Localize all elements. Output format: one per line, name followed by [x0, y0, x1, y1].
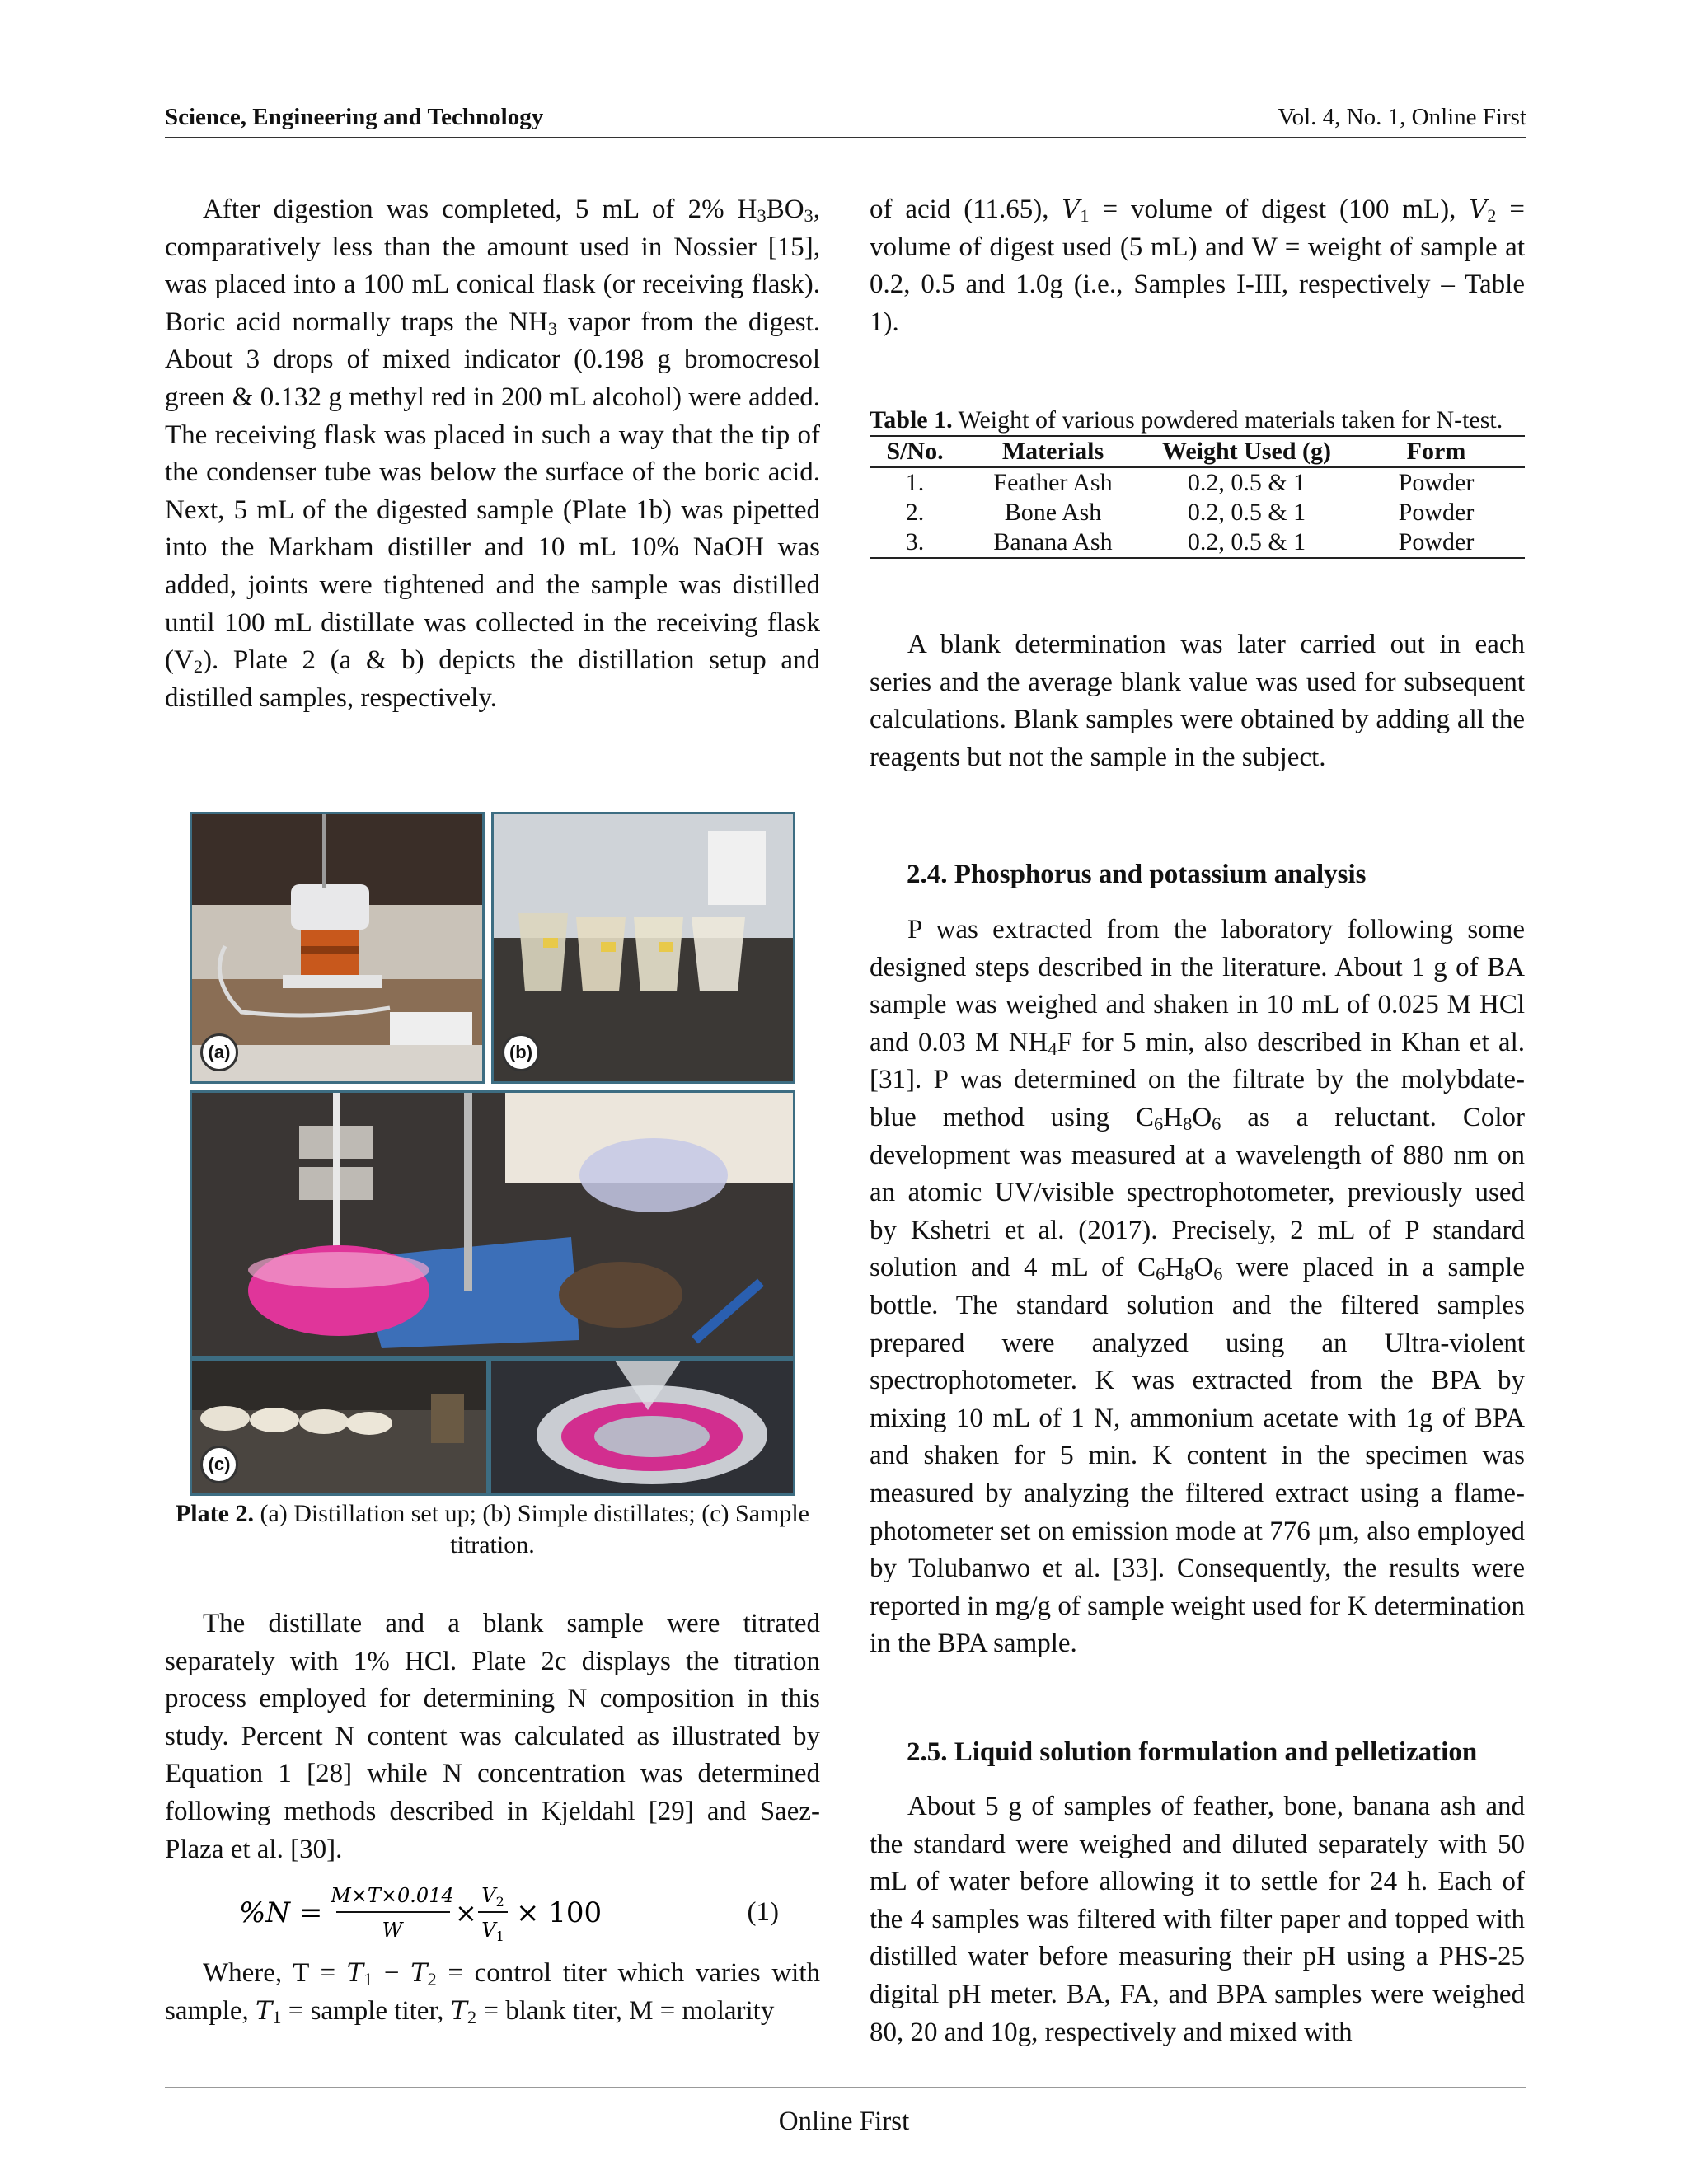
photo-simple-distillates: [491, 812, 795, 1084]
cell: Powder: [1398, 499, 1475, 526]
table-row: [870, 467, 1525, 498]
equation-percent-n: [165, 1879, 820, 1945]
photo-titration-cups: [190, 1358, 489, 1496]
cell: 0.2, 0.5 & 1: [1187, 499, 1306, 526]
paragraph-digestion: After digestion was completed, 5 mL of 2% $H_3BO_3$, comparatively less than the amount used in Nossier [15], was placed into a 100 mL conical flask (or receiving flask). Boric acid normally traps the $NH_3$ vapor from the digest. About 3 drops of mixed indicator (0.198 g bromocresol green & 0.132 g methyl red in 200 mL alcohol) were added. The receiving flask was placed in such a way that the tip of the condenser tube was below the surface of the boric acid. Next, 5 mL of the digested sample (Plate 1b) was pipetted into the Markham distiller and 10 mL 10% NaOH was added, joints were tightened and the sample was distilled until 100 mL distillate was collected in the receiving flask $(V_2)$. Plate 2 (a & b) depicts the distillation setup and distilled samples, respectively.: [165, 194, 820, 713]
col-header-weight: Weight Used (g): [1146, 436, 1348, 467]
left-column-top: [165, 191, 820, 717]
col-header-sno: S/No.: [870, 436, 960, 467]
pink-solution-illustration: [491, 1361, 793, 1493]
svg-text:×: ×: [455, 1897, 477, 1929]
eq-v-denominator: $V_1$: [481, 1919, 504, 1944]
distillates-illustration: [494, 814, 793, 1081]
plate-label-a: (a): [200, 1033, 238, 1071]
table-row: [870, 498, 1525, 527]
cell: Bone Ash: [1004, 499, 1102, 526]
cell: 0.2, 0.5 & 1: [1146, 527, 1348, 558]
table-1-block: [870, 405, 1525, 559]
photo-pink-solution: [489, 1358, 795, 1496]
page-footer: Online First: [778, 2107, 910, 2136]
paragraph-acid: of acid (11.65), $V_1$ = volume of digest (100 mL), $V_2$ = volume of digest used (5 mL) and W = weight of sample at 0.2, 0.5 and 1.0g (i.e., Samples I-III, respectively – Table 1).: [870, 194, 1525, 337]
table-1-caption: Table 1. Weight of various powdered materials taken for N-test.: [870, 406, 1503, 434]
table-1: [870, 435, 1525, 559]
eq-v-numerator: $V_2$: [481, 1884, 504, 1910]
equation-number: (1): [747, 1897, 779, 1927]
equation-1: [165, 1879, 820, 1945]
eq-numerator: M×T×0.014: [331, 1884, 454, 1907]
plate-label-c: (c): [200, 1446, 238, 1483]
eq-lhs: %N =: [239, 1896, 323, 1929]
paragraph-liquid-solution: About 5 g of samples of feather, bone, banana ash and the standard were weighed and diluted separately with 50 mL of water before allowing it to settle for 24 h. Each of the 4 samples was filtered with filter paper and topped with distilled water before measuring their pH using a PHS-25 digital pH meter. BA, FA, and BPA samples were weighed 80, 20 and 10g, respectively and mixed with: [870, 1792, 1525, 2047]
table-row: [870, 527, 1525, 558]
section-2-5-heading: 2.5. Liquid solution formulation and pelletization: [907, 1737, 1478, 1767]
header-rule: [165, 137, 1526, 138]
plate-2-figure: [190, 812, 795, 1496]
titration-illustration: [192, 1093, 793, 1356]
eq-denominator: W: [382, 1919, 403, 1942]
right-column-top: [870, 191, 1525, 341]
cell: Powder: [1348, 527, 1525, 558]
journal-title: Science, Engineering and Technology: [165, 104, 544, 130]
section-2-4-heading-wrap: [907, 860, 1525, 890]
section-2-5-heading-wrap: [907, 1737, 1525, 1768]
right-column-phosphorus: [870, 912, 1525, 1663]
titration-cups-illustration: [192, 1361, 486, 1493]
distillation-setup-illustration: [192, 814, 482, 1081]
col-header-form: Form: [1348, 436, 1525, 467]
left-column-where: [165, 1955, 820, 2030]
eq-tail: × 100: [516, 1896, 603, 1929]
col-header-materials: Materials: [960, 436, 1146, 467]
paragraph-blank: A blank determination was later carried out in each series and the average blank value was used for subsequent calculations. Blank samples were obtained by adding all the reagents but not the sample in the subject.: [870, 630, 1525, 772]
left-column-bottom: [165, 1605, 820, 1868]
cell: Feather Ash: [993, 469, 1113, 496]
cell: Powder: [1398, 469, 1475, 496]
paragraph-titration: The distillate and a blank sample were titrated separately with 1% HCl. Plate 2c displays the titration process employed for determining N composition in this study. Percent N content was calculated as illustrated by Equation 1 [28] while N concentration was determined following methods described in Kjeldahl [29] and Saez-Plaza et al. [30].: [165, 1609, 820, 1864]
table-header-row: [870, 436, 1525, 467]
cell: 2.: [905, 499, 925, 526]
paragraph-phosphorus: P was extracted from the laboratory following some designed steps described in the literature. About 1 g of BA sample was weighed and shaken in 10 mL of 0.025 M HCl and 0.03 M $NH_4F$ for 5 min, also described in Khan et al. [31]. P was determined on the filtrate by the molybdate-blue method using $C_6H_8O_6$ as a reluctant. Color development was measured at a wavelength of 880 nm on an atomic UV/visible spectrophotometer, previously used by Kshetri et al. (2017). Precisely, 2 mL of P standard solution and 4 mL of $C_6H_8O_6$ were placed in a sample bottle. The standard solution and the filtered samples prepared were analyzed using an Ultra-violent spectrophotometer. K was extracted from the BPA by mixing 10 mL of 1 N, ammonium acetate with 1g of BPA and shaken for 5 min. K content in the specimen was measured by analyzing the filtered extract using a flame-photometer set on emission mode at 776 μm, also employed by Tolubanwo et al. [33]. Consequently, the results were reported in mg/g of sample weight used for K determination in the BPA sample.: [870, 915, 1525, 1659]
section-2-4-heading: 2.4. Phosphorus and potassium analysis: [907, 860, 1367, 889]
cell: Banana Ash: [960, 527, 1146, 558]
plate-label-b: (b): [502, 1033, 540, 1071]
paragraph-where: Where, $T = T_1 - T_2$ = control titer which varies with sample, $T_1$ = sample titer, $T_2$ = blank titer, M = molarity: [165, 1958, 820, 2027]
footer-rule: [165, 2087, 1526, 2088]
photo-sample-titration: [190, 1090, 795, 1358]
right-column-blank: [870, 626, 1525, 776]
cell: 1.: [905, 469, 925, 496]
right-column-liquid: [870, 1788, 1525, 2051]
volume-info: Vol. 4, No. 1, Online First: [1278, 104, 1526, 130]
cell: 0.2, 0.5 & 1: [1187, 469, 1306, 496]
plate-2-caption: Plate 2. (a) Distillation set up; (b) Simple distillates; (c) Sample titration.: [175, 1500, 810, 1558]
cell: 3.: [870, 527, 960, 558]
photo-distillation-setup: [190, 812, 485, 1084]
